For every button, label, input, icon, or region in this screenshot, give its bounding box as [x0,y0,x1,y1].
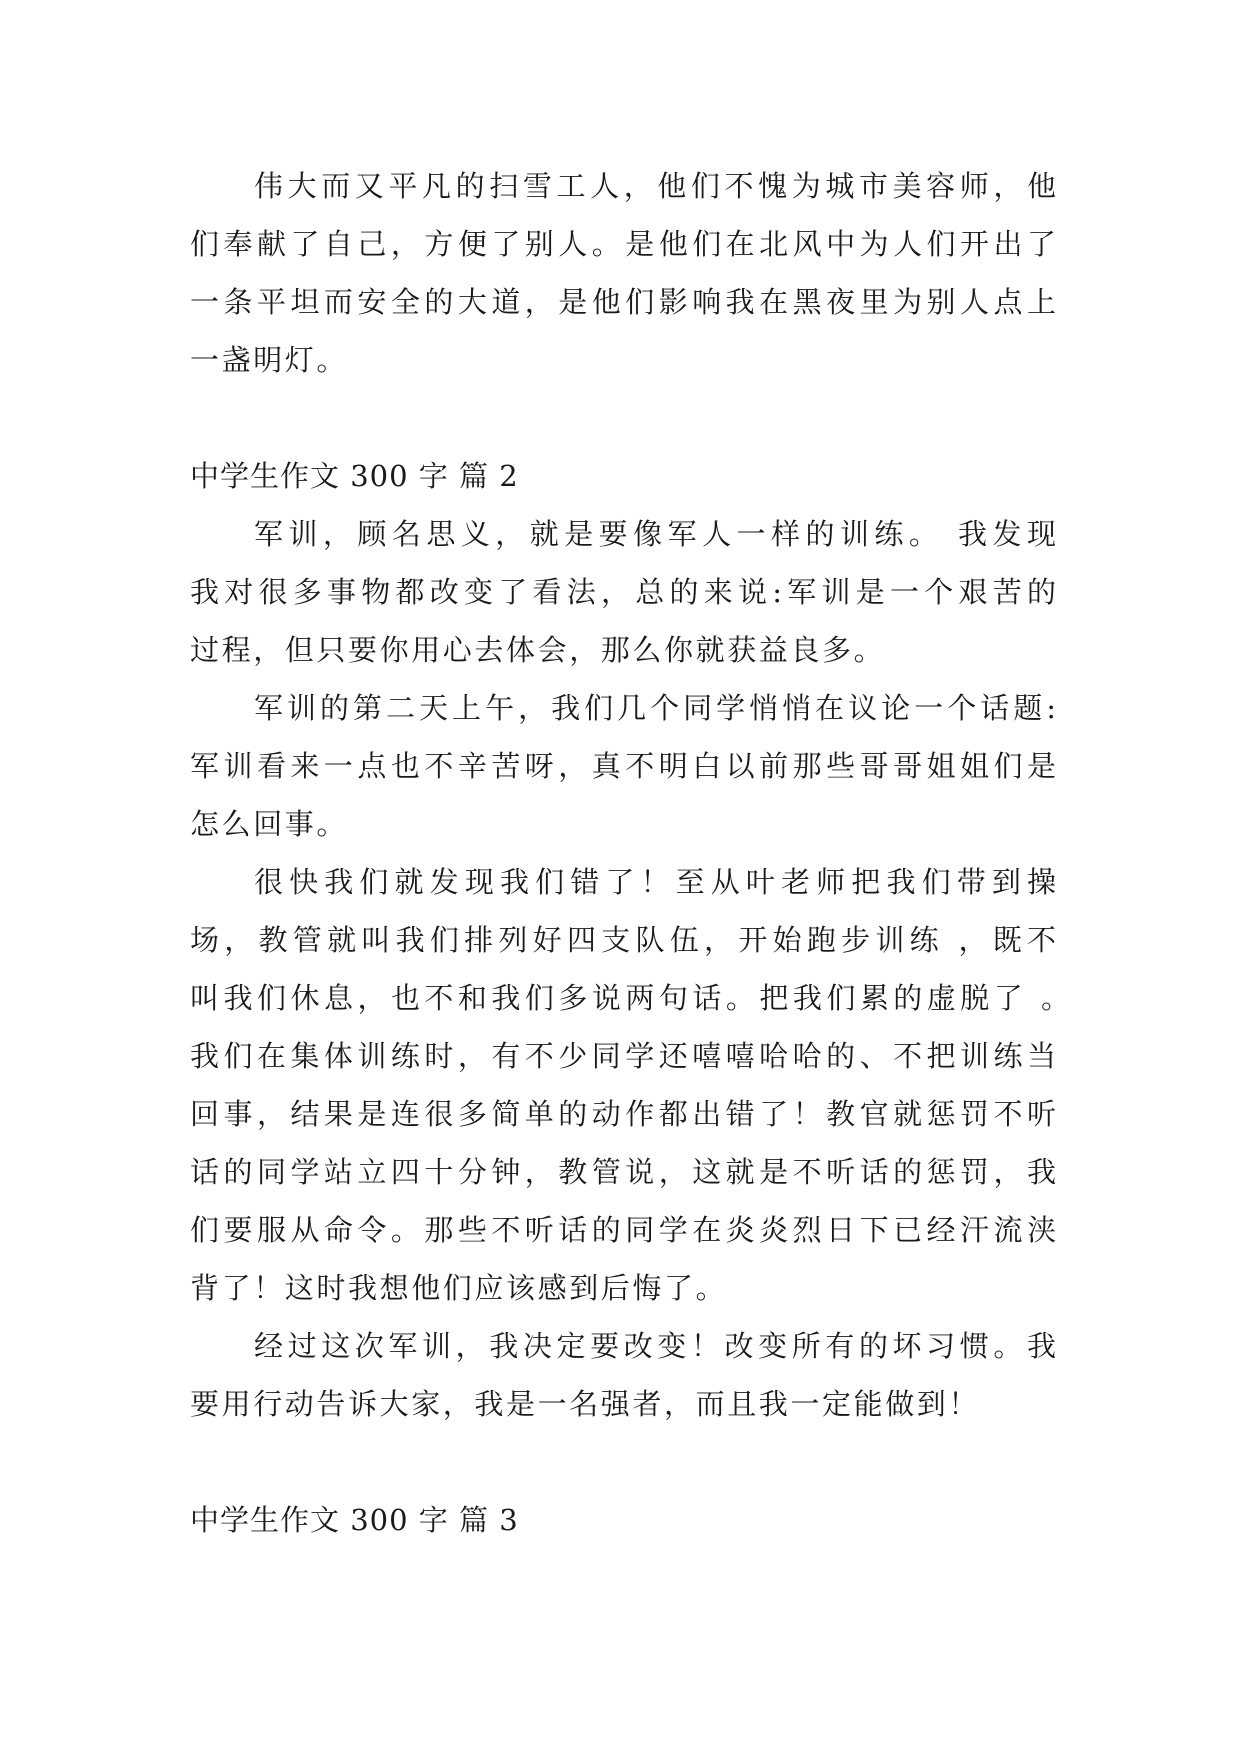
paragraph-line: 怎么回事。 [190,807,349,841]
paragraph-line: 一条平坦而安全的大道，是他们影响我在黑夜里为别人点上 [190,285,1056,319]
paragraph-line: 背了！这时我想他们应该感到后悔了。 [190,1271,728,1305]
paragraph-line: 要用行动告诉大家，我是一名强者，而且我一定能做到！ [190,1387,981,1421]
paragraph-line: 军训看来一点也不辛苦呀，真不明白以前那些哥哥姐姐们是 [190,749,1056,783]
paragraph-line: 军训的第二天上午，我们几个同学悄悄在议论一个话题: [254,691,1056,725]
paragraph-line: 很快我们就发现我们错了！至从叶老师把我们带到操 [254,865,1056,899]
paragraph-line: 我对很多事物都改变了看法，总的来说:军训是一个艰苦的 [190,575,1056,609]
paragraph-line: 话的同学站立四十分钟，教管说，这就是不听话的惩罚，我 [190,1155,1056,1189]
paragraph-line: 一盏明灯。 [190,343,349,377]
paragraph-line: 回事，结果是连很多简单的动作都出错了！教官就惩罚不听 [190,1097,1056,1131]
paragraph-line: 们要服从命令。那些不听话的同学在炎炎烈日下已经汗流浃 [190,1213,1056,1247]
paragraph-line: 叫我们休息，也不和我们多说两句话。把我们累的虚脱了 。 [190,981,1070,1015]
section-heading-3: 中学生作文 300 字 篇 3 [190,1503,519,1537]
paragraph-line: 经过这次军训，我决定要改变！改变所有的坏习惯。我 [254,1329,1056,1363]
paragraph-line: 场，教管就叫我们排列好四支队伍，开始跑步训练 ，既不 [190,923,1056,957]
paragraph-line: 们奉献了自己，方便了别人。是他们在北风中为人们开出了 [190,227,1056,261]
paragraph-line: 过程，但只要你用心去体会，那么你就获益良多。 [190,633,886,667]
paragraph-line: 军训，顾名思义，就是要像军人一样的训练。 我发现 [254,517,1056,551]
paragraph-line: 伟大而又平凡的扫雪工人，他们不愧为城市美容师，他 [254,169,1056,203]
section-heading-2: 中学生作文 300 字 篇 2 [190,459,519,493]
paragraph-line: 我们在集体训练时，有不少同学还嘻嘻哈哈的、不把训练当 [190,1039,1056,1073]
